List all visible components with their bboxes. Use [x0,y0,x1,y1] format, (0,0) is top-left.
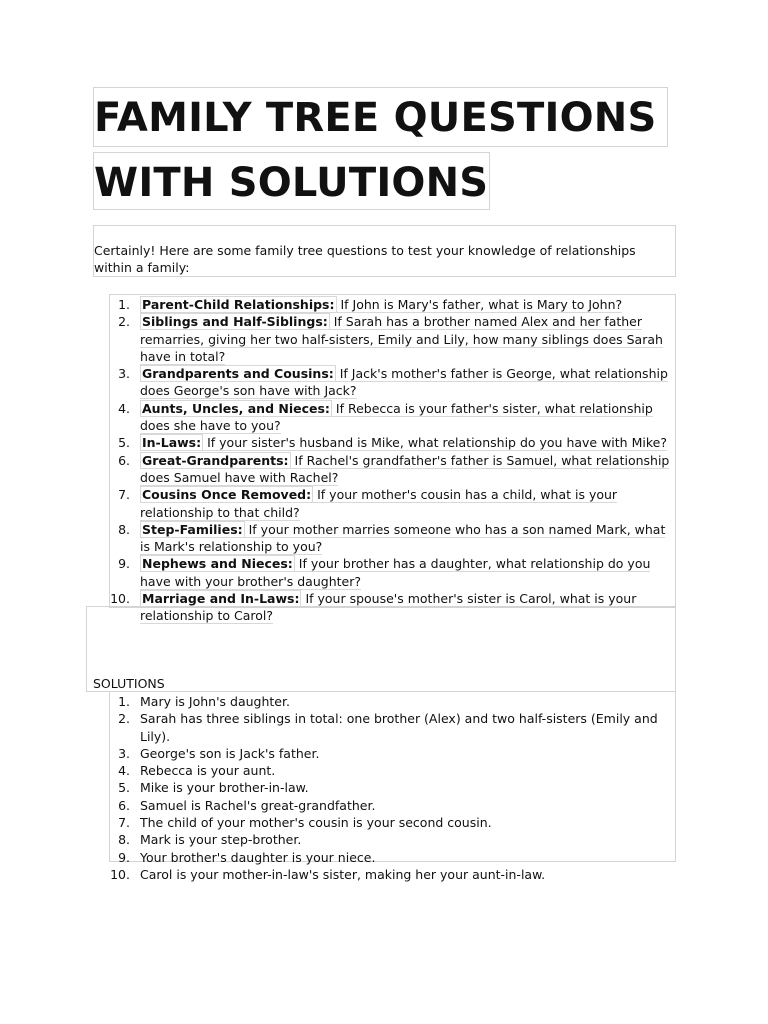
title-line-1-text: FAMILY TREE QUESTIONS [94,95,657,141]
spacer-block [86,606,676,692]
question-number: 3. [118,366,130,382]
question-item [110,555,675,590]
question-number: 4. [118,400,130,416]
questions-ordered-list [110,296,675,625]
question-number: 6. [118,452,130,468]
solution-item [110,745,675,762]
intro-paragraph [93,225,676,277]
solution-number: 3. [118,745,130,761]
solution-text: Carol is your mother-in-law's sister, making her your aunt-in-law. [140,866,546,882]
solution-text: The child of your mother's cousin is your second cousin. [140,815,492,831]
questions-list [109,294,676,624]
solution-item [110,693,675,710]
solution-number: 6. [118,797,130,813]
question-text: If your mother marries someone who has a son named Mark, what is Mark's relationship to you? [140,521,666,555]
question-text: If Jack's mother's father is George, what relationship does George's son have with Jack? [140,366,668,399]
question-term: Cousins Once Removed: [142,487,312,503]
solution-text: Mike is your brother-in-law. [140,780,309,796]
solution-number: 10. [110,866,130,882]
question-text: If John is Mary's father, what is Mary to John? [336,297,623,312]
question-body [140,487,617,520]
question-number: 5. [118,435,130,451]
solution-number: 9. [118,849,130,865]
question-body [140,314,663,365]
question-body [140,435,667,451]
page-title-line-2 [93,152,490,210]
question-item [110,452,675,487]
page-title-line-1 [93,87,668,147]
question-text: If Rebecca is your father's sister, what relationship does she have to you? [140,400,653,434]
question-term: Marriage and In-Laws: [142,591,300,607]
question-item [110,365,675,400]
solution-text: Mark is your step-brother. [140,832,302,848]
question-item [110,400,675,435]
question-text: If your spouse's mother's sister is Carol, what is your relationship to Carol? [140,591,637,624]
solution-text: Sarah has three siblings in total: one brother (Alex) and two half-sisters (Emily and Lily). [140,711,658,744]
solution-item [110,849,675,866]
question-number: 9. [118,556,130,572]
question-body [140,401,653,434]
question-term: Aunts, Uncles, and Nieces: [142,400,330,416]
solution-text: Rebecca is your aunt. [140,763,276,779]
solution-item [110,831,675,848]
question-body [140,556,650,589]
question-term: In-Laws: [142,435,202,451]
question-text: If Rachel's grandfather's father is Samuel, what relationship does Samuel have with Rachel? [140,452,670,485]
question-item [110,313,675,365]
solution-number: 8. [118,832,130,848]
intro-text: Certainly! Here are some family tree questions to test your knowledge of relationships within a family: [94,243,636,275]
question-term: Nephews and Nieces: [142,556,293,572]
question-text: If your sister's husband is Mike, what relationship do you have with Mike? [203,435,667,451]
question-term: Grandparents and Cousins: [142,366,334,382]
question-text: If your brother has a daughter, what relationship do you have with your brother's daughter? [140,556,651,589]
solution-item [110,797,675,814]
question-text: If your mother's cousin has a child, what is your relationship to that child? [140,487,618,520]
question-item [110,521,675,556]
solution-item [110,866,675,883]
solution-item [110,710,675,745]
solution-number: 2. [118,711,130,727]
solution-number: 7. [118,815,130,831]
solution-text: Samuel is Rachel's great-grandfather. [140,797,376,813]
solutions-list [109,691,676,882]
solution-text: Your brother's daughter is your niece. [140,849,376,865]
question-number: 1. [118,297,130,312]
question-text: If Sarah has a brother named Alex and her father remarries, giving her two half-sisters, Emily and Lily, how many siblings does Sarah have in total? [140,314,663,364]
title-line-2-text: WITH SOLUTIONS [94,160,489,206]
question-term: Great-Grandparents: [142,452,289,468]
question-number: 8. [118,521,130,537]
question-term: Parent-Child Relationships: [142,297,335,312]
solution-number: 1. [118,694,130,709]
question-number: 7. [118,487,130,503]
question-number: 10. [110,591,130,607]
question-term: Step-Families: [142,521,243,537]
question-number: 2. [118,314,130,330]
question-item [110,434,675,451]
question-term: Siblings and Half-Siblings: [142,314,328,330]
question-body [140,522,665,555]
solution-number: 4. [118,763,130,779]
question-item [110,296,675,313]
question-body [140,366,668,399]
solution-item [110,779,675,796]
solution-item [110,814,675,831]
solutions-ordered-list [110,693,675,883]
solution-text: Mary is John's daughter. [140,694,290,709]
question-item [110,486,675,521]
question-body [140,297,622,313]
question-body [140,453,669,486]
solution-number: 5. [118,780,130,796]
solution-item [110,762,675,779]
solutions-heading: SOLUTIONS [93,676,165,691]
solution-text: George's son is Jack's father. [140,745,320,761]
